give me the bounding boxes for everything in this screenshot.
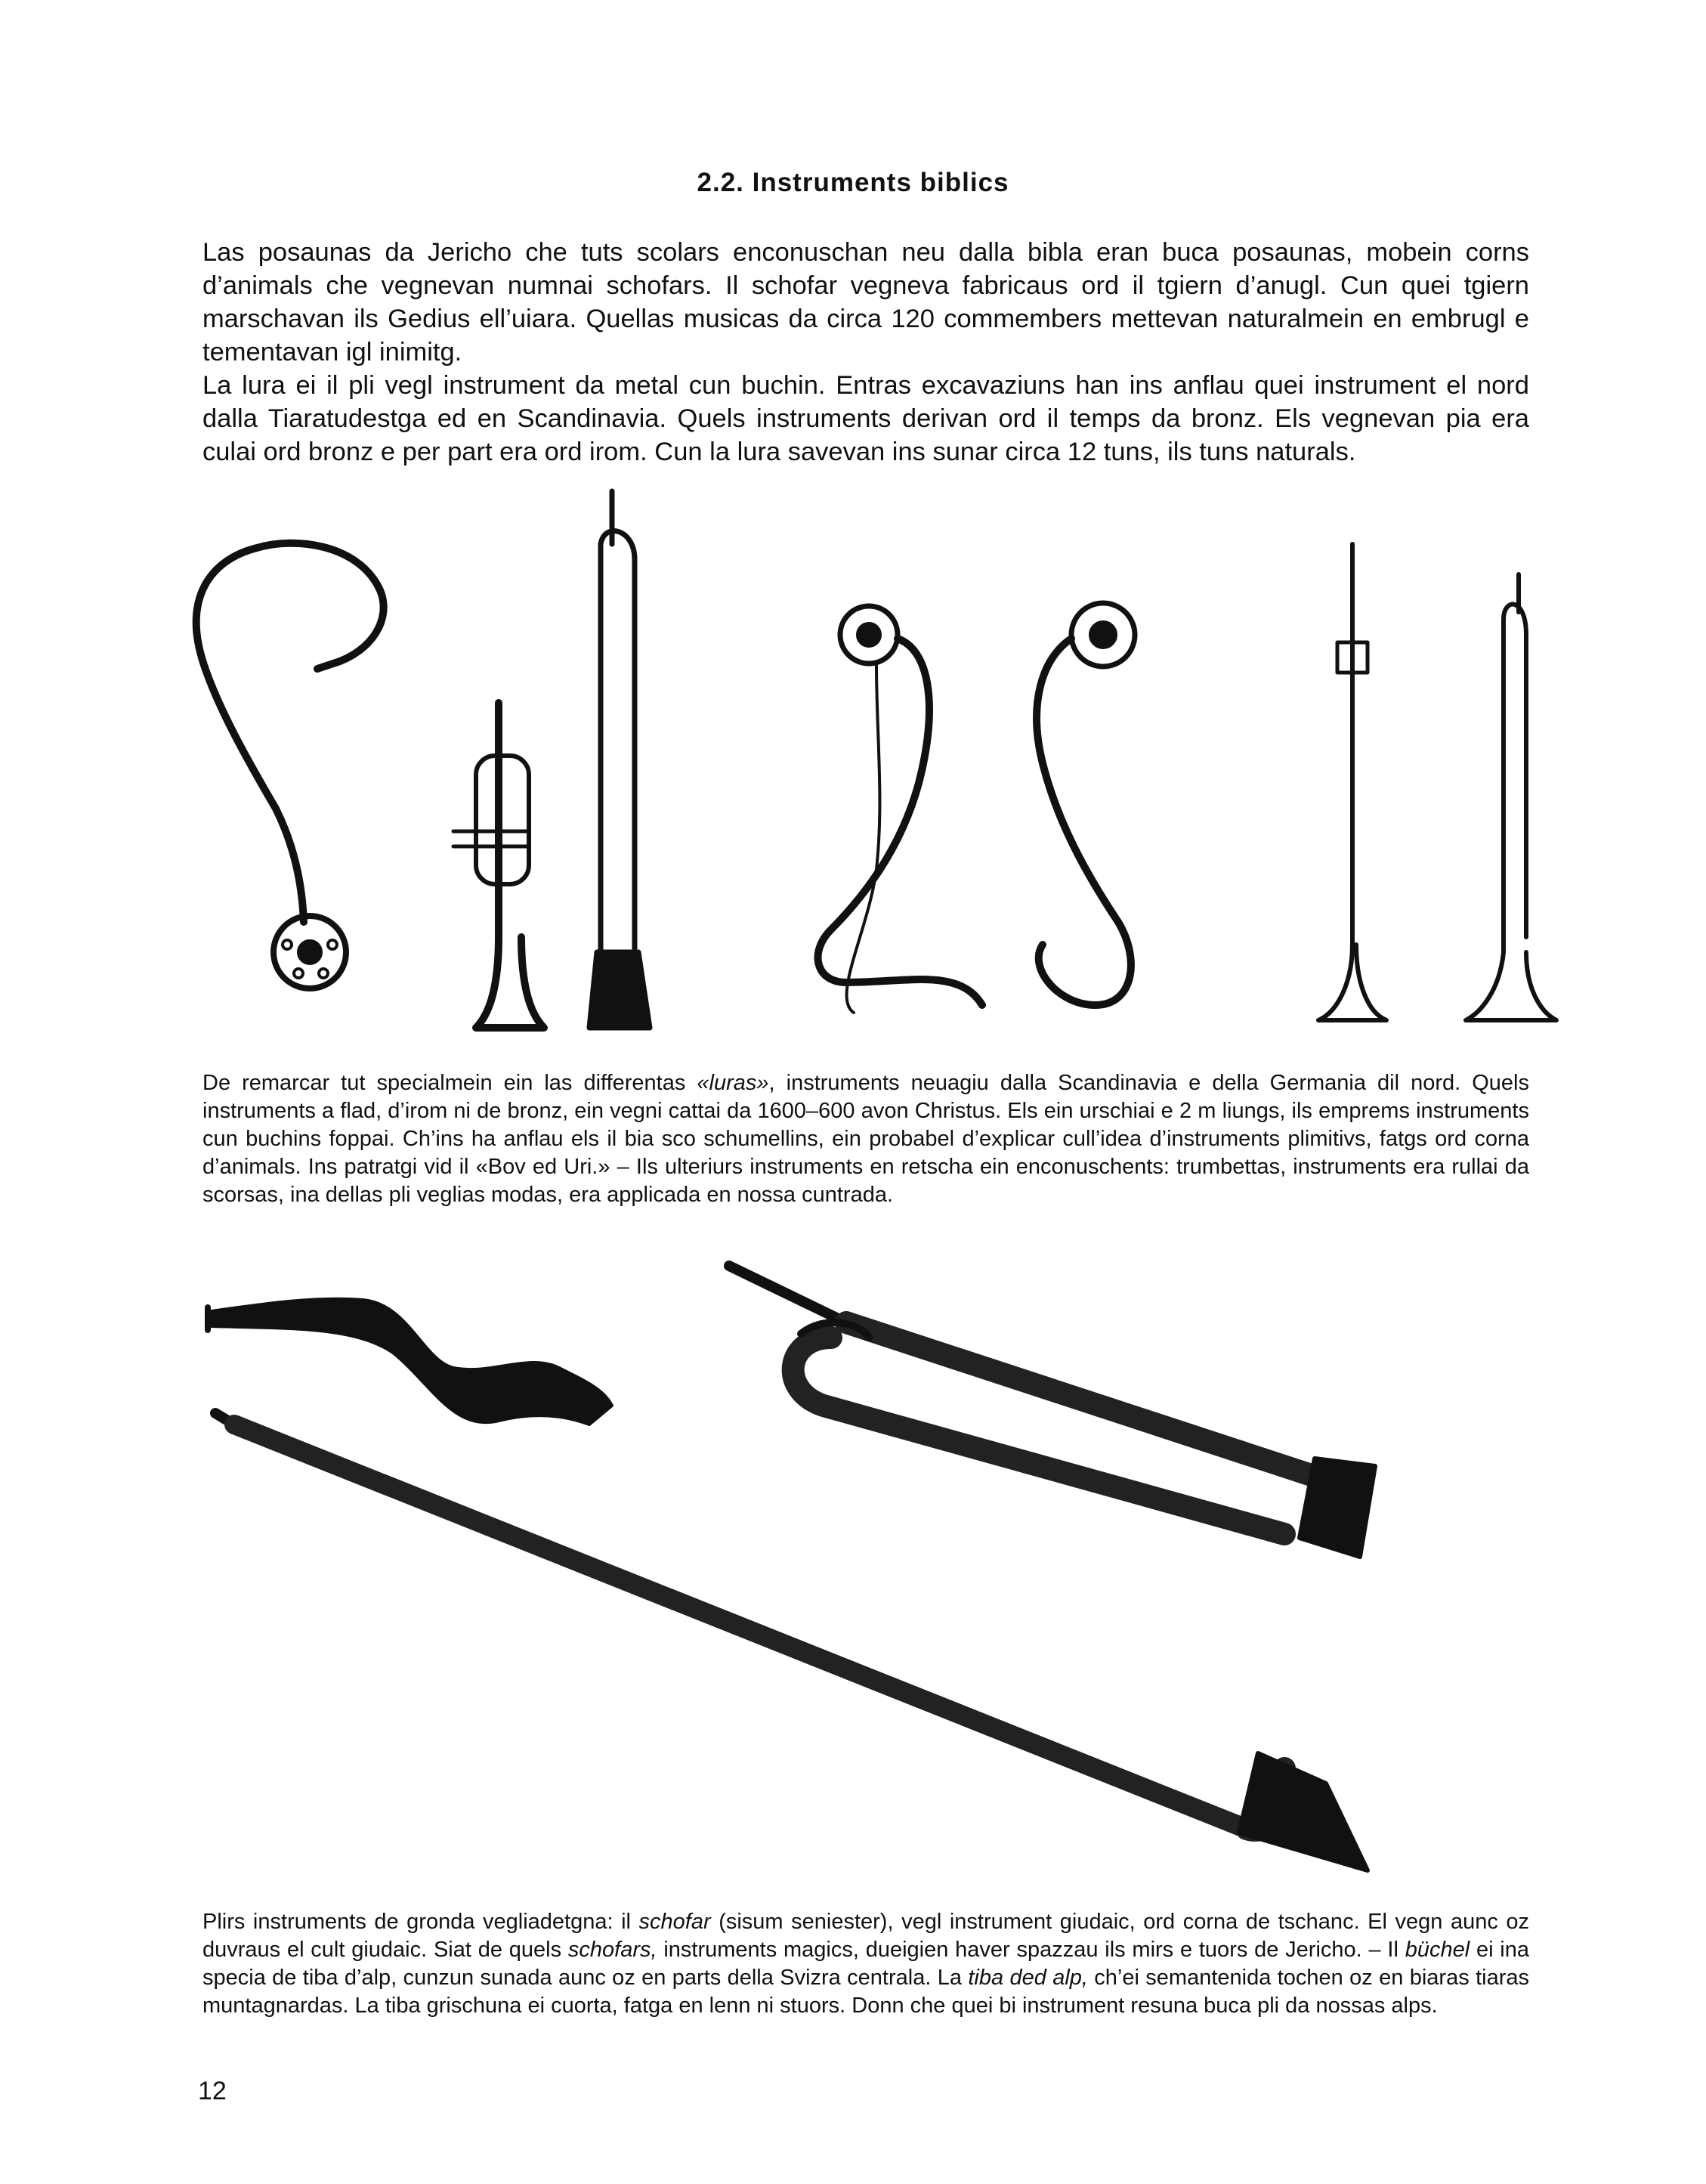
horns-caption xyxy=(202,1908,1529,2020)
herald-trumpet-drawing xyxy=(1318,544,1386,1020)
horns-caption-term-tiba: tiba ded alp, xyxy=(968,1966,1088,1990)
intro-text xyxy=(202,236,1529,469)
intro-paragraph-schofar: Las posaunas da Jericho che tuts scolars enconuschan neu dalla bibla eran buca posaunas, mobein corns d’animals che vegnevan numnai schofars. Il schofar vegneva fabricaus ord il tgiern d’anugl. Cun quei tgiern marschavan ils Gedius ell’uiara. Quellas musicas da circa 120 commembers mettevan naturalmein en embrugl e tementavan igl inimitg. xyxy=(202,238,1529,367)
trumpet-drawing xyxy=(453,703,544,1028)
ancient-horns-illustration xyxy=(0,1239,1706,1897)
coiled-lura-drawing xyxy=(196,543,384,988)
intro-paragraph-lura: La lura ei il pli vegl instrument da metal cun buchin. Entras excavaziuns han ins anflau quei instrument el nord dalla Tiaratudestga ed en Scandinavia. Quels instruments derivan ord il temps da bronz. Els vegnevan pia era culai ord bronz e per part era ord irom. Cun la lura savevan ins sunar circa 12 tuns, ils tuns naturals. xyxy=(202,371,1529,466)
lura-caption-start: De remarcar tut specialmein ein las differentas xyxy=(202,1071,697,1095)
s-lura-drawing-left xyxy=(818,606,982,1013)
page-number: 12 xyxy=(198,2077,227,2105)
section-heading: 2.2. Instruments biblics xyxy=(697,168,1009,197)
long-lura-drawing xyxy=(589,491,650,1028)
slide-trumpet-drawing xyxy=(1466,574,1556,1020)
s-lura-drawing-right xyxy=(1037,603,1135,1005)
horns-caption-term-schofars: schofars, xyxy=(567,1938,657,1962)
horns-caption-part-b: (sisum seniester), vegl instrument giudaic, ord corna de tschanc. El vegn aunc oz duvraus el cult giudaic. Siat de quels xyxy=(202,1910,1530,1962)
lura-caption-term: «luras» xyxy=(697,1071,769,1095)
alphorn-drawing xyxy=(215,1413,1368,1870)
lura-caption xyxy=(202,1069,1529,1209)
horns-caption-part-e: ch’ei semantenida tochen oz en biaras tiaras muntagnardas. La tiba grischuna ei cuorta, fatga en lenn ni stuors. Donn che quei bi instrument resuna buca pli da nossas alps. xyxy=(202,1966,1529,2018)
horns-caption-term-schofar: schofar xyxy=(638,1910,711,1934)
lura-instruments-illustration xyxy=(0,484,1706,1047)
horns-caption-part-a: Plirs instruments de gronda vegliadetgna: il xyxy=(202,1910,639,1934)
horns-caption-part-d: ei ina specia de tiba d’alp, cunzun sunada aunc oz en parts della Svizra centrala. La xyxy=(202,1938,1529,1990)
shofar-drawing xyxy=(208,1299,612,1425)
lura-caption-rest: , instruments neuagiu dalla Scandinavia e della Germania dil nord. Quels instruments a flad, d’irom ni de bronz, ein vegni cattai da 1600–600 avon Christus. Els ein urschiai e 2 m liungs, ils emprems instruments cun buchins foppai. Ch’ins ha anflau els il bia sco schumellins, ein probabel d’explicar cull’idea d’instruments plimitivs, fatgs ord corna d’animals. Ins patratgi vid il «Bov ed Uri.» – Ils ulteriurs instruments en retscha ein enconuschents: trumbettas, instruments era rullai da scorsas, ina dellas pli veglias modas, era applicada en nossa cuntrada. xyxy=(202,1071,1529,1207)
horns-caption-term-buechel: büchel xyxy=(1405,1938,1470,1962)
buechel-drawing xyxy=(729,1266,1375,1557)
horns-caption-part-c: instruments magics, dueigien haver spazzau ils mirs e tuors de Jericho. – Il xyxy=(657,1938,1405,1962)
